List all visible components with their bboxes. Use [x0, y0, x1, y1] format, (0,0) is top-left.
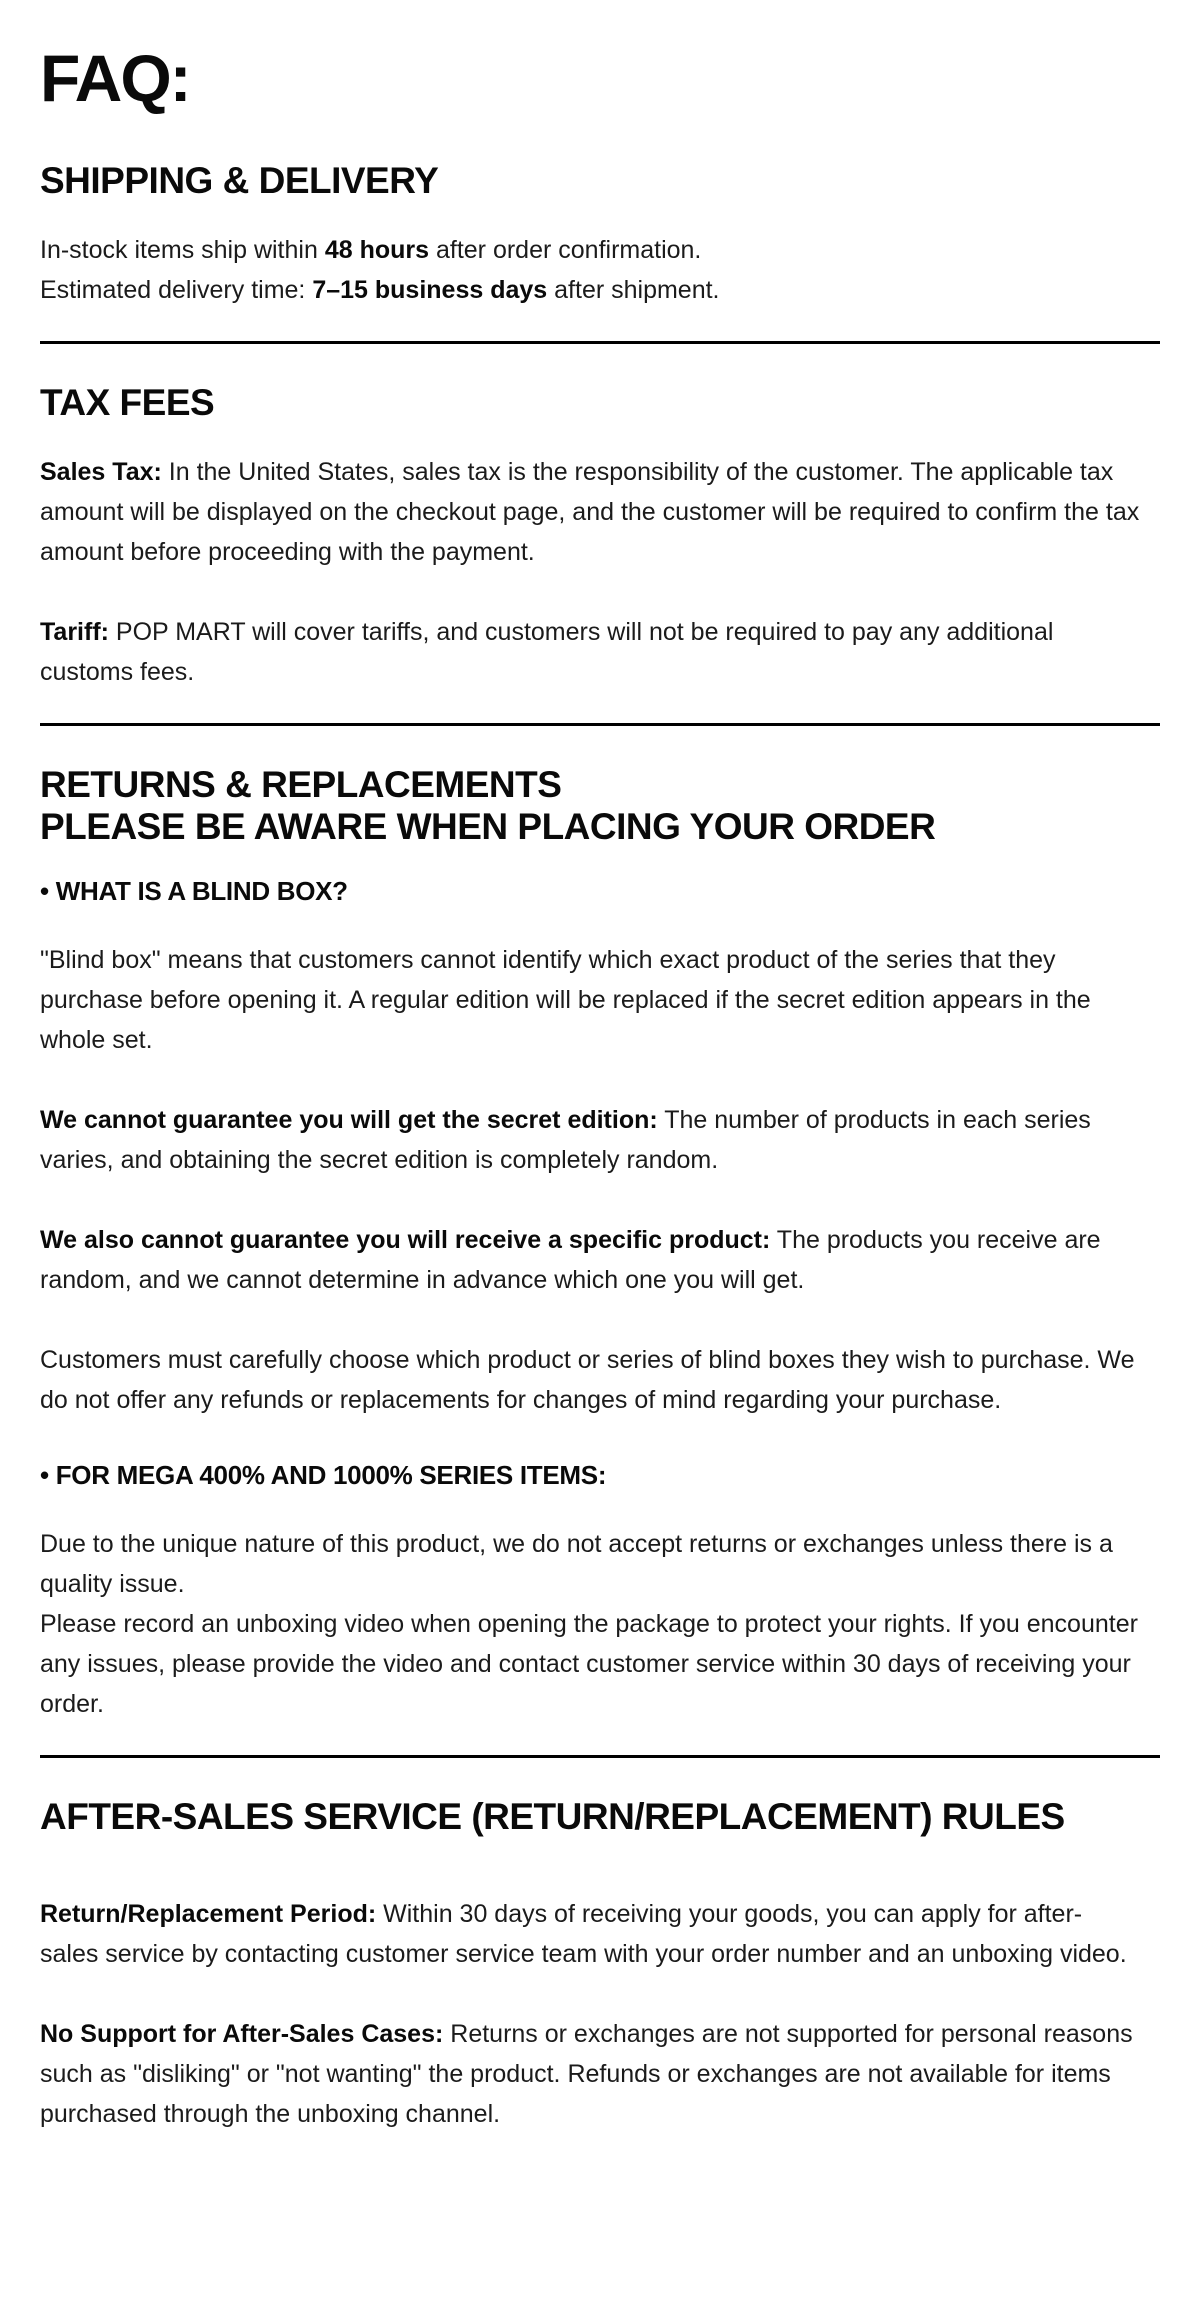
text-run: The products you receive are random, and we cannot determine in advance which one you will get.	[40, 1226, 1101, 1294]
blind-box-subheading: • WHAT IS A BLIND BOX?	[40, 876, 348, 906]
text-run-bold: We also cannot guarantee you will receive a specific product:	[40, 1226, 771, 1254]
section-shipping-delivery	[40, 160, 1160, 310]
text-run: after order confirmation.	[429, 236, 702, 264]
mega-series-subheading: • FOR MEGA 400% AND 1000% SERIES ITEMS:	[40, 1460, 607, 1490]
section-divider	[40, 341, 1160, 344]
text-run: Estimated delivery time:	[40, 276, 313, 304]
text-run: In the United States, sales tax is the responsibility of the customer. The applicable tax amount will be displayed on the checkout page, and the customer will be required to confirm the tax amount before proceeding with the payment.	[40, 458, 1140, 566]
text-run-bold: Return/Replacement Period:	[40, 1900, 377, 1928]
shipping-line-1	[40, 230, 1140, 270]
page-title: FAQ:	[40, 41, 190, 115]
text-run: Returns or exchanges are not supported for personal reasons such as "disliking" or "not wanting" the product. Refunds or exchanges are not available for items purchased through the unboxing channel.	[40, 2020, 1133, 2128]
section-returns-replacements	[40, 764, 1160, 1724]
returns-heading-line-2: PLEASE BE AWARE WHEN PLACING YOUR ORDER	[40, 806, 936, 847]
tax-fees-heading: TAX FEES	[40, 382, 215, 423]
text-run-bold: Sales Tax:	[40, 458, 162, 486]
text-run: POP MART will cover tariffs, and customers will not be required to pay any additional customs fees.	[40, 618, 1054, 686]
blind-box-intro-paragraph: "Blind box" means that customers cannot identify which exact product of the series that they purchase before opening it. A regular edition will be replaced if the secret edition appears in the whole set.	[40, 946, 1091, 1054]
mega-series-paragraph	[40, 1524, 1140, 1724]
text-run-bold: 7–15 business days	[312, 276, 548, 304]
return-period-paragraph	[40, 1894, 1140, 1974]
text-run: In-stock items ship within	[40, 236, 325, 264]
text-run: The number of products in each series varies, and obtaining the secret edition is completely random.	[40, 1106, 1091, 1174]
choose-carefully-paragraph: Customers must carefully choose which product or series of blind boxes they wish to purchase. We do not offer any refunds or replacements for changes of mind regarding your purchase.	[40, 1346, 1135, 1414]
tariff-paragraph	[40, 612, 1140, 692]
shipping-line-2	[40, 270, 1140, 310]
section-divider	[40, 723, 1160, 726]
text-run-bold: No Support for After-Sales Cases:	[40, 2020, 444, 2048]
returns-replacements-heading	[40, 764, 1160, 848]
secret-edition-paragraph	[40, 1100, 1140, 1180]
text-run: after shipment.	[547, 276, 720, 304]
no-support-paragraph	[40, 2014, 1140, 2134]
returns-heading-line-1: RETURNS & REPLACEMENTS	[40, 764, 562, 805]
sales-tax-paragraph	[40, 452, 1140, 572]
mega-series-text-2: Please record an unboxing video when opening the package to protect your rights. If you encounter any issues, please provide the video and contact customer service within 30 days of receiving your order.	[40, 1610, 1138, 1718]
text-run-bold: 48 hours	[324, 236, 430, 264]
shipping-delivery-heading: SHIPPING & DELIVERY	[40, 160, 439, 201]
text-run-bold: Tariff:	[40, 618, 109, 646]
text-run: Within 30 days of receiving your goods, you can apply for after-sales service by contacting customer service team with your order number and an unboxing video.	[40, 1900, 1127, 1968]
specific-product-paragraph	[40, 1220, 1140, 1300]
section-tax-fees	[40, 382, 1160, 692]
after-sales-heading: AFTER-SALES SERVICE (RETURN/REPLACEMENT) RULES	[40, 1796, 1065, 1837]
shipping-delivery-text	[40, 230, 1140, 310]
mega-series-text-1: Due to the unique nature of this product, we do not accept returns or exchanges unless there is a quality issue.	[40, 1530, 1113, 1598]
text-run-bold: We cannot guarantee you will get the secret edition:	[40, 1106, 658, 1134]
section-after-sales	[40, 1796, 1160, 2134]
section-divider	[40, 1755, 1160, 1758]
